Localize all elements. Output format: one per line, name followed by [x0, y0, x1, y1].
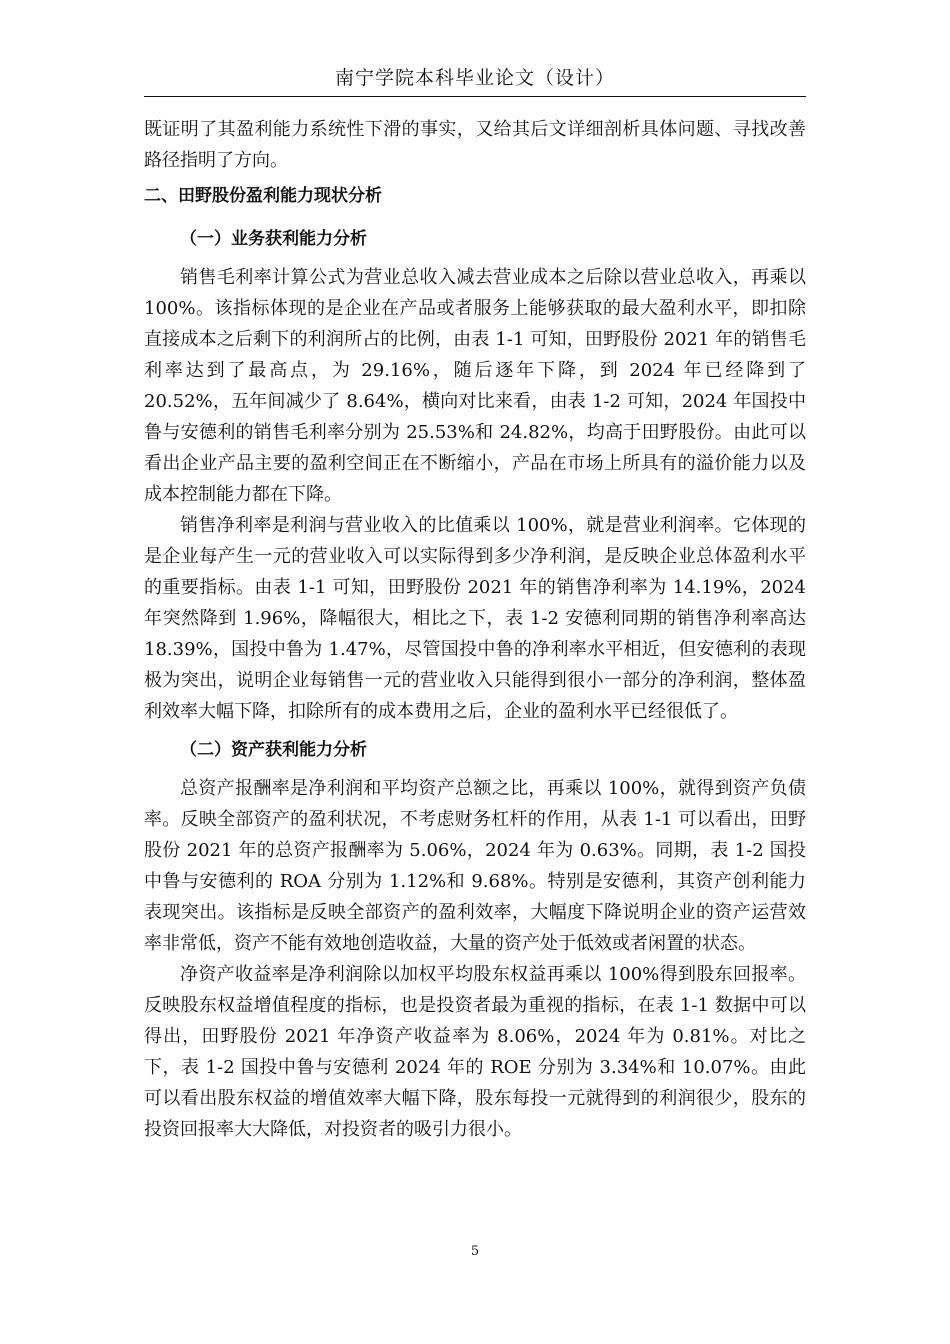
header-divider [144, 96, 806, 97]
section-heading: 二、田野股份盈利能力现状分析 [144, 186, 382, 206]
paragraph-continuation: 既证明了其盈利能力系统性下滑的事实，又给其后文详细剖析具体问题、寻找改善路径指明了方向。 [144, 119, 806, 171]
page-number: 5 [470, 1244, 480, 1259]
page-body [144, 114, 806, 1145]
page-header-title: 南宁学院本科毕业论文（设计） [334, 67, 615, 89]
subsection-heading-business: （一）业务获利能力分析 [180, 229, 367, 249]
paragraph-roa: 总资产报酬率是净利润和平均资产总额之比，再乘以 100%，就得到资产负债率。反映全部资产的盈利状况，不考虑财务杠杆的作用，从表 1-1 可以看出，田野股份 2021 年的总资产报酬率为 5.06%，2024 年为 0.63%。同期，表 1-2 国投中鲁与安德利的 ROA 分别为 1.12%和 9.68%。特别是安德利，其资产创利能力表现突出。该指标是反映全部资产的盈利效率，大幅度下降说明企业的资产运营效率非常低，资产不能有效地创造收益，大量的资产处于低效或者闲置的状态。 [144, 778, 806, 954]
subsection-heading-assets: （二）资产获利能力分析 [180, 740, 367, 760]
paragraph-roe: 净资产收益率是净利润除以加权平均股东权益再乘以 100%得到股东回报率。反映股东权益增值程度的指标，也是投资者最为重视的指标，在表 1-1 数据中可以得出，田野股份 2021 年净资产收益率为 8.06%，2024 年为 0.81%。对比之下，表 1-2 国投中鲁与安德利 2024 年的 ROE 分别为 3.34%和 10.07%。由此可以看出股东权益的增值效率大幅下降，股东每投一元就得到的利润很少，股东的投资回报率大大降低，对投资者的吸引力很小。 [144, 964, 806, 1140]
paragraph-gross-margin: 销售毛利率计算公式为营业总收入减去营业成本之后除以营业总收入，再乘以 100%。该指标体现的是企业在产品或者服务上能够获取的最大盈利水平，即扣除直接成本之后剩下的利润所占的比例，由表 1-1 可知，田野股份 2021 年的销售毛利率达到了最高点，为 29.16%，随后逐年下降，到 2024 年已经降到了 20.52%，五年间减少了 8.64%，横向对比来看，由表 1-2 可知，2024 年国投中鲁与安德利的销售毛利率分别为 25.53%和 24.82%，均高于田野股份。由此可以看出企业产品主要的盈利空间正在不断缩小，产品在市场上所具有的溢价能力以及成本控制能力都在下降。 [144, 267, 806, 505]
paragraph-net-margin: 销售净利率是利润与营业收入的比值乘以 100%，就是营业利润率。它体现的是企业每产生一元的营业收入可以实际得到多少净利润，是反映企业总体盈利水平的重要指标。由表 1-1 可知，田野股份 2021 年的销售净利率为 14.19%，2024 年突然降到 1.96%，降幅很大，相比之下，表 1-2 安德利同期的销售净利率高达 18.39%，国投中鲁为 1.47%，尽管国投中鲁的净利率水平相近，但安德利的表现极为突出，说明企业每销售一元的营业收入只能得到很小一部分的净利润，整体盈利效率大幅下降，扣除所有的成本费用之后，企业的盈利水平已经很低了。 [144, 515, 806, 722]
